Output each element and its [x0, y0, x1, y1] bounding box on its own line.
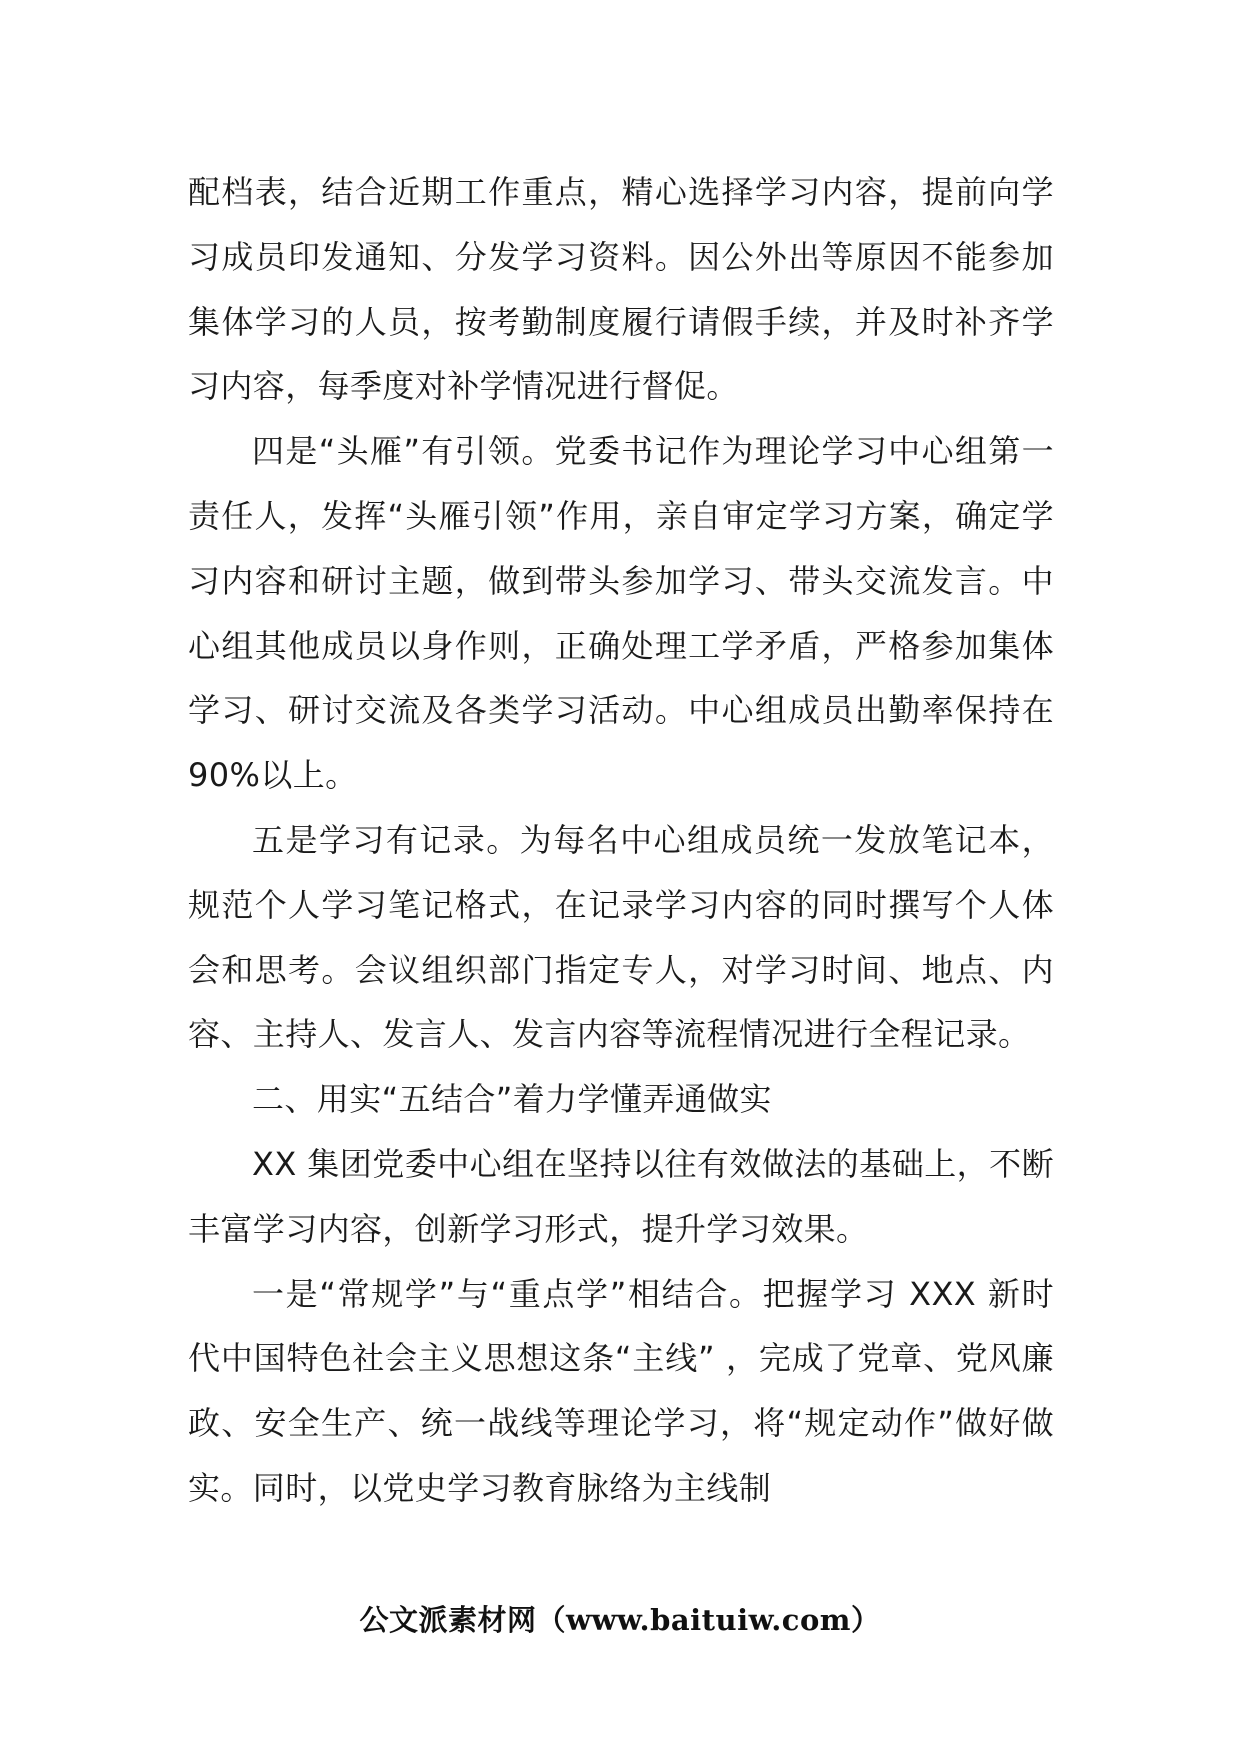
document-body	[188, 160, 1054, 1521]
paragraph-study-records: 五是学习有记录。为每名中心组成员统一发放笔记本，规范个人学习笔记格式，在记录学习内容的同时撰写个人体会和思考。会议组织部门指定专人，对学习时间、地点、内容、主持人、发言人、发言内容等流程情况进行全程记录。	[188, 820, 1054, 1054]
section-heading: 二、用实“五结合”着力学懂弄通做实	[252, 1080, 772, 1119]
paragraph-regular-and-key-study: 一是“常规学”与“重点学”相结合。把握学习 XXX 新时代中国特色社会主义思想这条“主线” ，完成了党章、党风廉政、安全生产、统一战线等理论学习，将“规定动作”做好做实。同时，以党史学习教育脉络为主线制	[188, 1274, 1054, 1507]
footer-watermark: 公文派素材网（www.baituiw.com）	[359, 1603, 881, 1637]
paragraph-section-intro: XX 集团党委中心组在坚持以往有效做法的基础上，不断丰富学习内容，创新学习形式，提升学习效果。	[188, 1144, 1054, 1248]
paragraph-leading-goose: 四是“头雁”有引领。党委书记作为理论学习中心组第一责任人，发挥“头雁引领”作用，亲自审定学习方案，确定学习内容和研讨主题，做到带头参加学习、带头交流发言。中心组其他成员以身作则，正确处理工学矛盾，严格参加集体学习、研讨交流及各类学习活动。中心组成员出勤率保持在 90%以上。	[188, 432, 1054, 795]
paragraph-continuation: 配档表，结合近期工作重点，精心选择学习内容，提前向学习成员印发通知、分发学习资料。因公外出等原因不能参加集体学习的人员，按考勤制度履行请假手续，并及时补齐学习内容，每季度对补学情况进行督促。	[188, 173, 1054, 406]
